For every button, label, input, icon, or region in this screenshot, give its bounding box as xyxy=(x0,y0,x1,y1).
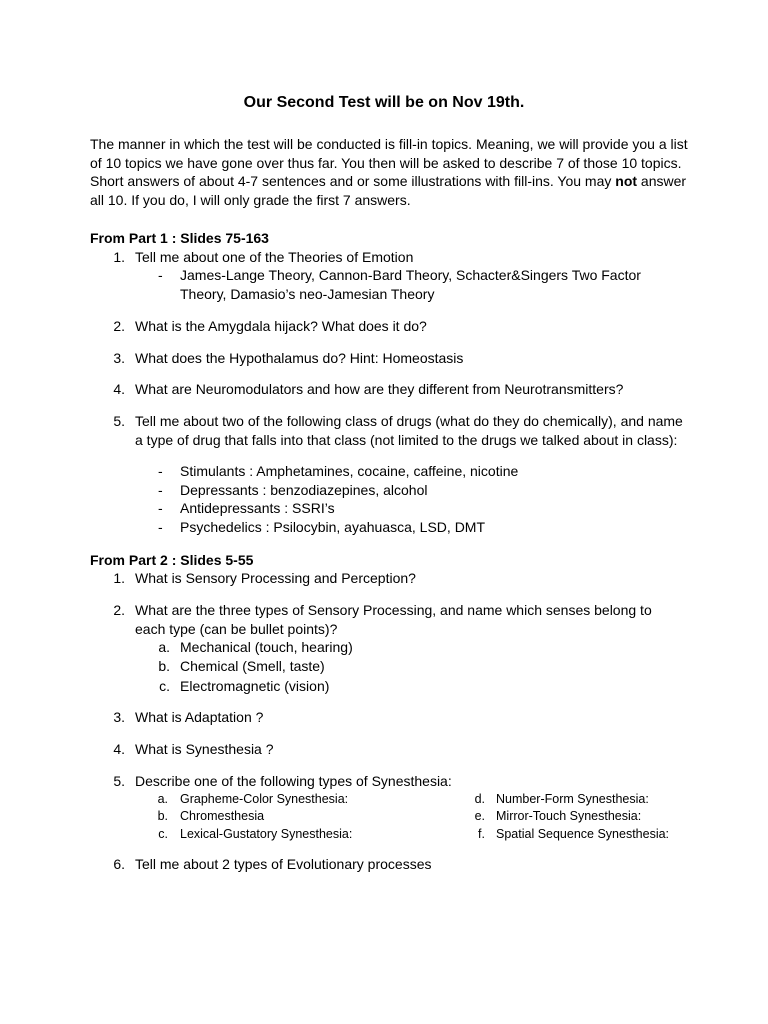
part2-q4-text: What is Synesthesia ? xyxy=(135,741,274,757)
drug-item: Depressants : benzodiazepines, alcohol xyxy=(180,482,428,498)
synesthesia-item: Chromesthesia xyxy=(180,809,265,823)
part1-q1-text: Tell me about one of the Theories of Emotion xyxy=(135,249,414,265)
part2-q2-number: 2. xyxy=(113,602,125,618)
page-title: Our Second Test will be on Nov 19th. xyxy=(243,94,525,111)
drug-dash: - xyxy=(158,500,163,516)
part2-q3-number: 3. xyxy=(113,709,125,725)
part1-q5-line1: Tell me about two of the following class of drugs (what do they do chemically), and name xyxy=(135,413,683,429)
part2-q1-text: What is Sensory Processing and Perception? xyxy=(135,570,416,586)
part2-heading: From Part 2 : Slides 5-55 xyxy=(90,552,254,568)
intro-text-end: answer all 10. If you do, I will only grade the first 7 answers. xyxy=(90,173,687,208)
intro-emphasis: not xyxy=(615,173,638,189)
drug-item: Antidepressants : SSRI’s xyxy=(180,500,335,516)
synesthesia-item: Spatial Sequence Synesthesia: xyxy=(496,827,670,841)
synesthesia-letter: f. xyxy=(478,827,485,841)
drug-item: Psychedelics : Psilocybin, ayahuasca, LSD, DMT xyxy=(180,519,486,535)
part1-q1-dash: - xyxy=(158,267,163,283)
part1-q4-number: 4. xyxy=(113,381,125,397)
sense-item: Electromagnetic (vision) xyxy=(180,678,330,694)
part2-q6-number: 6. xyxy=(113,856,125,872)
part1-q1-number: 1. xyxy=(113,249,125,265)
drug-dash: - xyxy=(158,463,163,479)
part1-q5-line2: a type of drug that falls into that class (not limited to the drugs we talked about in class): xyxy=(135,432,678,448)
synesthesia-letter: e. xyxy=(474,809,485,823)
sense-item: Mechanical (touch, hearing) xyxy=(180,639,353,655)
sense-letter: b. xyxy=(158,658,170,674)
sense-letter: a. xyxy=(158,639,170,655)
part2-q5-number: 5. xyxy=(113,773,125,789)
part1-q2-number: 2. xyxy=(113,318,125,334)
synesthesia-item: Grapheme-Color Synesthesia: xyxy=(180,792,349,806)
part1-q3-number: 3. xyxy=(113,350,125,366)
sense-item: Chemical (Smell, taste) xyxy=(180,658,325,674)
part1-q5-number: 5. xyxy=(113,413,125,429)
sense-letter: c. xyxy=(159,678,170,694)
synesthesia-letter: b. xyxy=(157,809,168,823)
part2-q4-number: 4. xyxy=(113,741,125,757)
synesthesia-letter: c. xyxy=(158,827,168,841)
part2-q2-line2: each type (can be bullet points)? xyxy=(135,621,338,637)
part1-q4-text: What are Neuromodulators and how are they different from Neurotransmitters? xyxy=(135,381,624,397)
synesthesia-item: Mirror-Touch Synesthesia: xyxy=(496,809,642,823)
synesthesia-item: Lexical-Gustatory Synesthesia: xyxy=(180,827,353,841)
drug-dash: - xyxy=(158,482,163,498)
synesthesia-letter: a. xyxy=(157,792,168,806)
part1-q1-sub-line2: Theory, Damasio’s neo-Jamesian Theory xyxy=(180,286,435,302)
synesthesia-item: Number-Form Synesthesia: xyxy=(496,792,649,806)
intro-paragraph xyxy=(90,135,690,209)
part2-q5-text: Describe one of the following types of Synesthesia: xyxy=(135,773,452,789)
part1-q3-text: What does the Hypothalamus do? Hint: Homeostasis xyxy=(135,350,464,366)
part2-q6-text: Tell me about 2 types of Evolutionary processes xyxy=(135,856,432,872)
synesthesia-letter: d. xyxy=(474,792,485,806)
part1-q2-text: What is the Amygdala hijack? What does it do? xyxy=(135,318,427,334)
part1-q1-sub-line1: James-Lange Theory, Cannon-Bard Theory, Schacter&Singers Two Factor xyxy=(180,267,641,283)
part2-q1-number: 1. xyxy=(113,570,125,586)
drug-item: Stimulants : Amphetamines, cocaine, caffeine, nicotine xyxy=(180,463,519,479)
part1-heading: From Part 1 : Slides 75-163 xyxy=(90,230,269,246)
intro-text: The manner in which the test will be conducted is fill-in topics. Meaning, we will provide you a list of 10 topics we have gone over thus far. You then will be asked to describe 7 of those 10 topics. Short answers of about 4-7 sentences and or some illustrations with fill-ins. You may xyxy=(90,136,688,189)
part2-q2-line1: What are the three types of Sensory Processing, and name which senses belong to xyxy=(135,602,652,618)
drug-dash: - xyxy=(158,519,163,535)
part2-q3-text: What is Adaptation ? xyxy=(135,709,264,725)
